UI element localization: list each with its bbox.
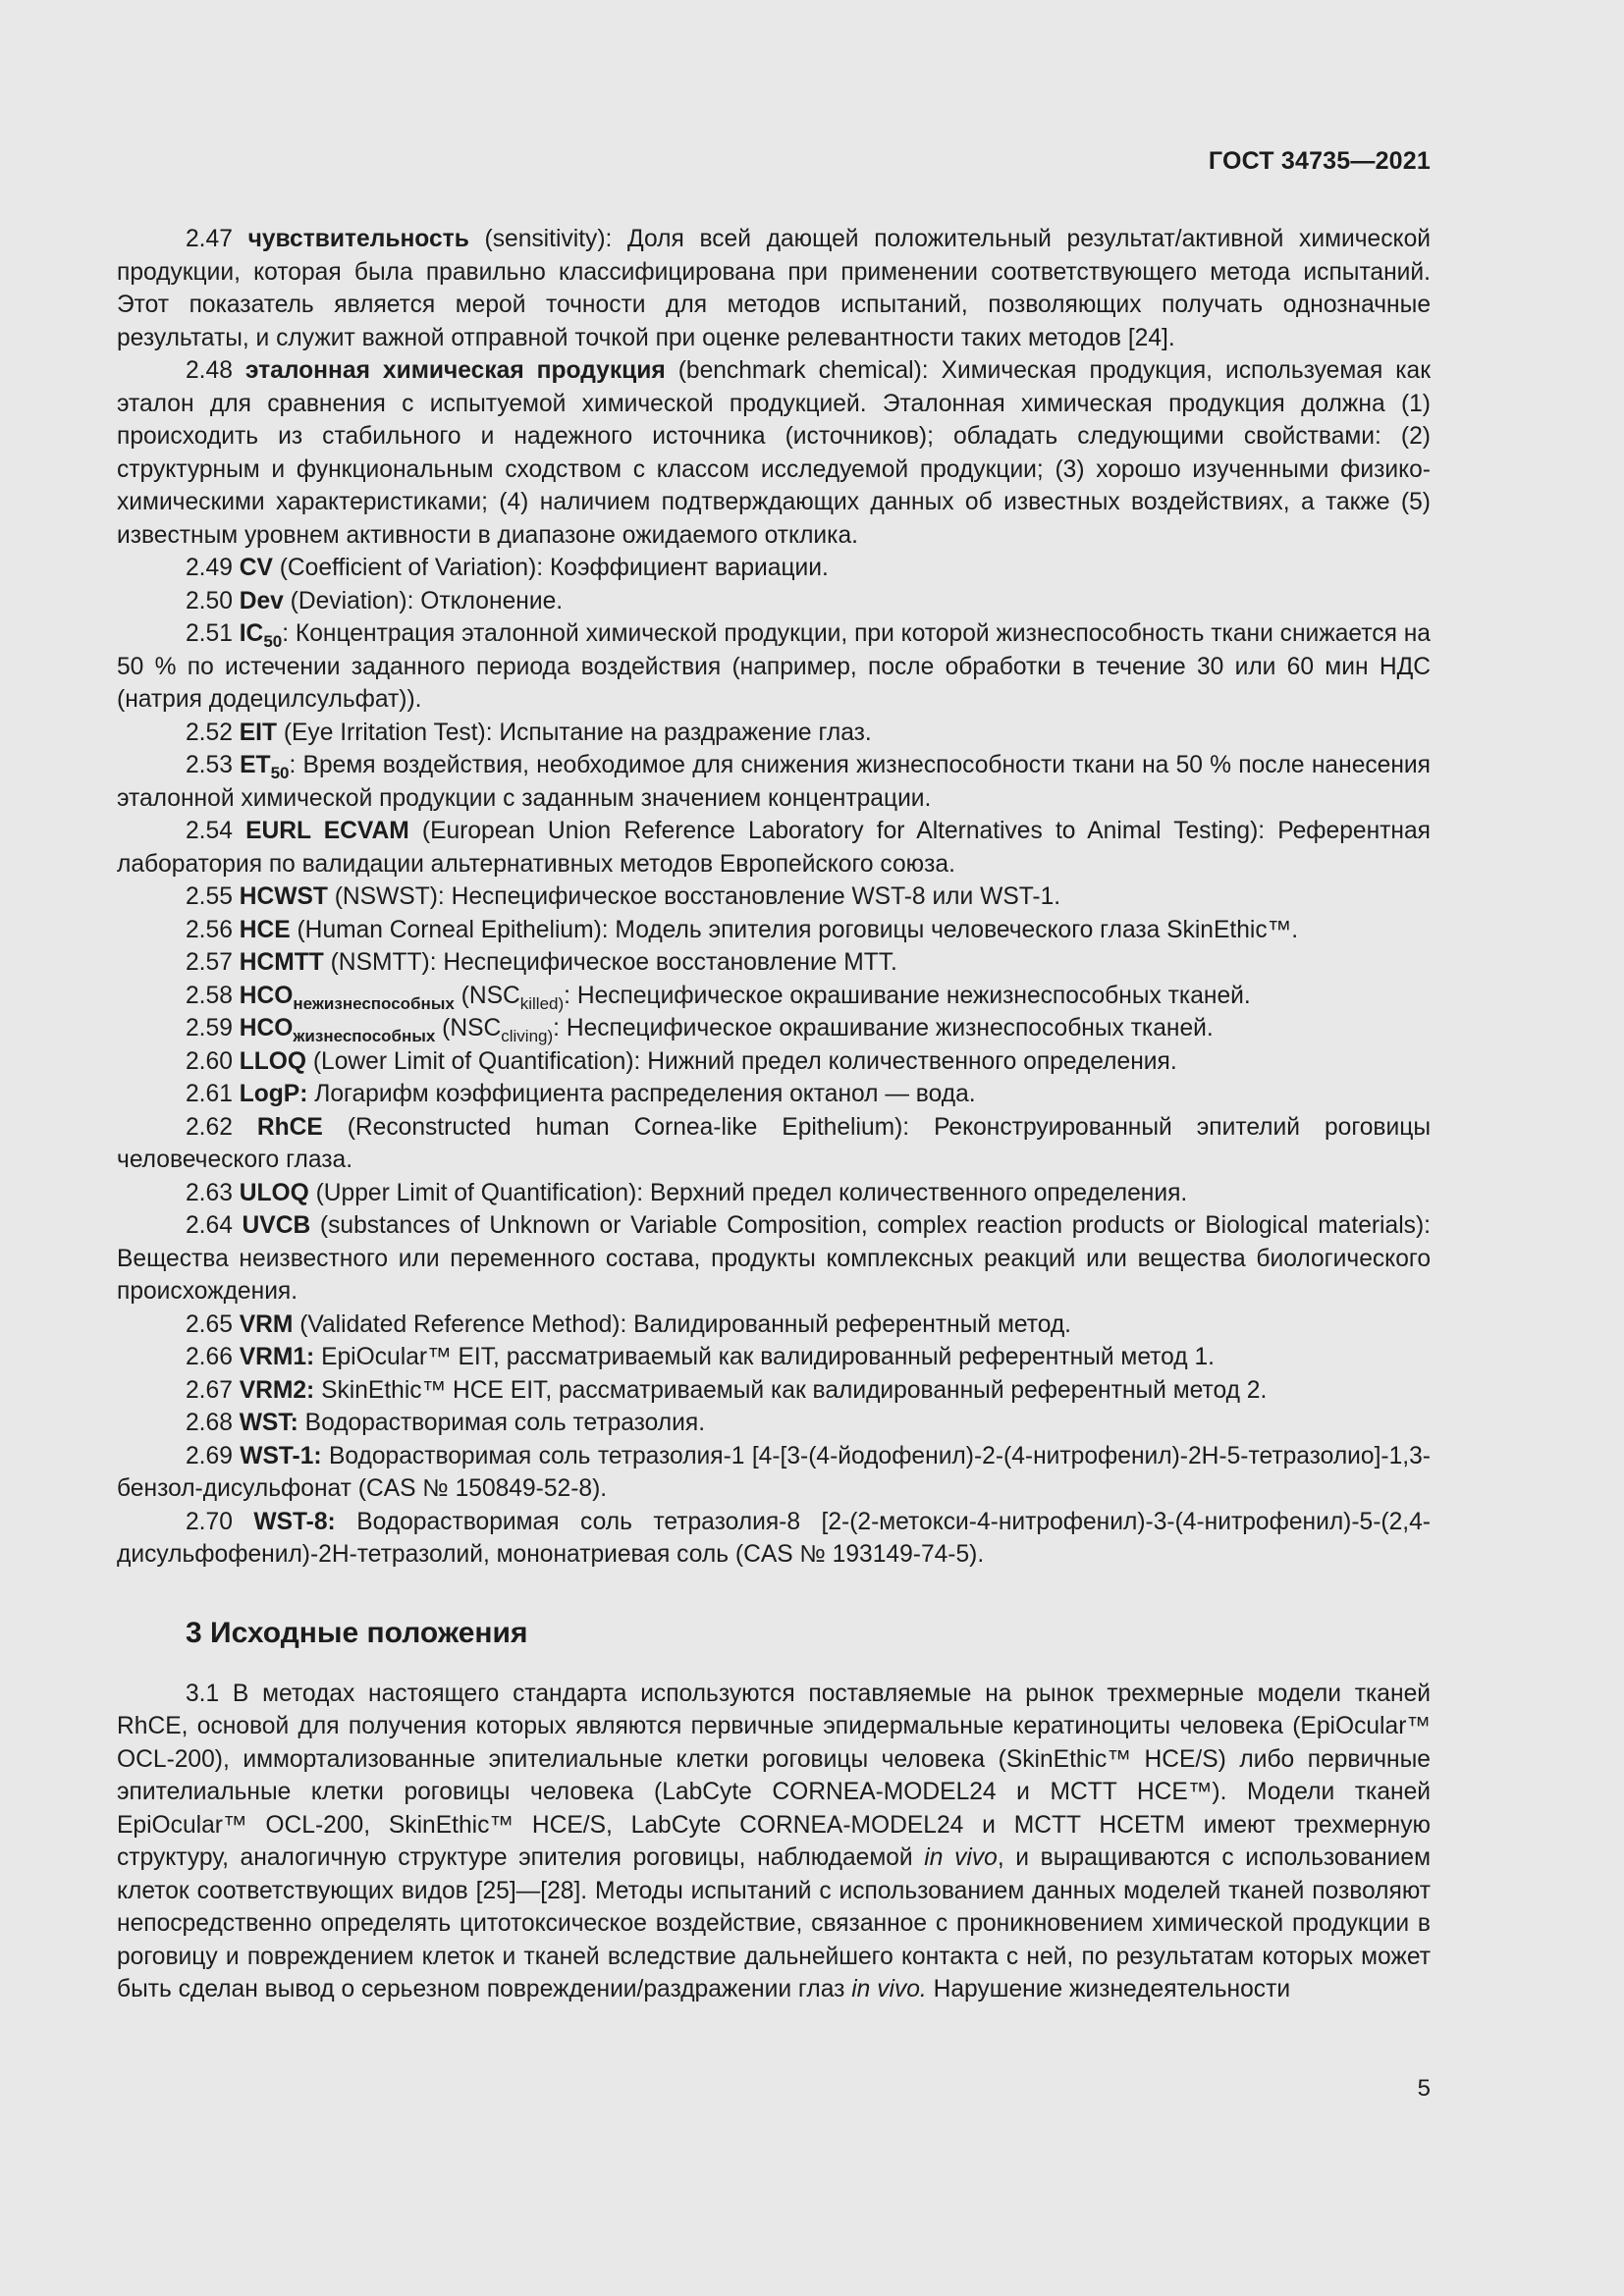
definition-term: VRM1: bbox=[239, 1344, 315, 1370]
definition-item bbox=[117, 1111, 1431, 1177]
definition-number: 2.64 bbox=[186, 1212, 233, 1239]
definition-item bbox=[117, 749, 1431, 815]
definition-item bbox=[117, 552, 1431, 585]
definition-term: HCWST bbox=[239, 883, 328, 910]
paragraph-italic-term: in vivo bbox=[924, 1844, 998, 1871]
section-title: 3 Исходные положения bbox=[186, 1616, 528, 1649]
definition-item bbox=[117, 1078, 1431, 1111]
definition-item bbox=[117, 1177, 1431, 1210]
definition-text: : Неспецифическое окрашивание жизнеспособных тканей. bbox=[553, 1015, 1214, 1041]
definition-text: EpiOcular™ EIT, рассматриваемый как валидированный референтный метод 1. bbox=[314, 1344, 1216, 1370]
page-content bbox=[117, 223, 1431, 2006]
definition-number: 2.60 bbox=[186, 1047, 233, 1075]
definition-item bbox=[117, 1506, 1431, 1572]
definition-number: 2.63 bbox=[186, 1179, 233, 1206]
definition-text: (Eye Irritation Test): Испытание на раздражение глаз. bbox=[276, 719, 872, 746]
definition-text: (European Union Reference Laboratory for Alternatives to Animal Testing): Референтная лаборатория по валидации альтернативных методов Европейского союза. bbox=[117, 818, 1432, 878]
definition-text: (Deviation): Отклонение. bbox=[283, 587, 564, 614]
definition-abbreviation-subscript: cliving) bbox=[501, 1027, 554, 1045]
definition-item bbox=[117, 1209, 1431, 1308]
definition-term: WST-8: bbox=[253, 1508, 336, 1535]
document-standard-code: ГОСТ 34735—2021 bbox=[1208, 147, 1431, 175]
definition-text: Водорастворимая соль тетразолия-8 [2-(2-метокси-4-нитрофенил)-3-(4-нитрофенил)-5-(2,4-дисульфофенил)-2Н-тетразолий, мононатриевая соль (CAS № 193149-74-5). bbox=[117, 1508, 1431, 1568]
definition-number: 2.51 bbox=[186, 620, 233, 647]
definition-term: HCE bbox=[239, 916, 291, 943]
definition-number: 2.57 bbox=[186, 949, 233, 976]
definition-abbreviation: (NSC bbox=[435, 1015, 502, 1041]
definition-item bbox=[117, 1407, 1431, 1440]
definition-term-subscript: жизнеспособных bbox=[293, 1027, 436, 1045]
definition-term: HCO bbox=[239, 1015, 294, 1041]
definition-text: SkinEthic™ HCE EIT, рассматриваемый как валидированный референтный метод 2. bbox=[314, 1376, 1268, 1404]
definition-number: 2.50 bbox=[186, 587, 233, 614]
definition-term: UVCB bbox=[242, 1212, 311, 1239]
definition-text: : Концентрация эталонной химической продукции, при которой жизнеспособность ткани снижается на 50 % по истечении заданного периода воздействия (например, после обработки в течение 30 или 60 мин НДС (натрия додецилсульфат)). bbox=[117, 620, 1431, 713]
definition-number: 2.68 bbox=[186, 1410, 233, 1436]
definition-term: ULOQ bbox=[239, 1179, 309, 1206]
definition-item bbox=[117, 815, 1431, 881]
definition-item bbox=[117, 914, 1431, 947]
definition-text: Водорастворимая соль тетразолия. bbox=[298, 1410, 706, 1436]
paragraph-text: Нарушение жизнедеятельности bbox=[926, 1976, 1291, 2002]
definition-item bbox=[117, 617, 1431, 717]
definition-item bbox=[117, 1045, 1431, 1079]
definition-term: HCO bbox=[239, 982, 294, 1009]
definition-term: WST-1: bbox=[240, 1442, 322, 1469]
definition-term: чувствительность bbox=[247, 226, 469, 252]
definition-term: Dev bbox=[239, 587, 284, 614]
page-number: 5 bbox=[1417, 2075, 1431, 2102]
definition-text: (Human Corneal Epithelium): Модель эпителия роговицы человеческого глаза SkinEthic™. bbox=[290, 916, 1299, 943]
paragraph-italic-term: in vivo. bbox=[851, 1976, 927, 2002]
definition-number: 2.61 bbox=[186, 1081, 233, 1107]
definition-term: CV bbox=[239, 555, 273, 581]
definition-text: (Upper Limit of Quantification): Верхний предел количественного определения. bbox=[308, 1179, 1188, 1206]
definition-term: LogP: bbox=[239, 1081, 308, 1107]
definition-term: эталонная химическая продукция bbox=[244, 357, 666, 384]
definition-number: 2.56 bbox=[186, 916, 233, 943]
definition-term: VRM2: bbox=[239, 1376, 315, 1404]
definition-item bbox=[117, 717, 1431, 750]
definition-item bbox=[117, 1308, 1431, 1342]
definition-abbreviation-subscript: killed) bbox=[519, 993, 565, 1013]
definition-item bbox=[117, 1341, 1431, 1374]
definition-item bbox=[117, 980, 1431, 1013]
definition-text: (Reconstructed human Cornea-like Epithelium): Реконструированный эпителий роговицы человеческого глаза. bbox=[117, 1113, 1431, 1173]
definition-term-subscript: 50 bbox=[270, 764, 290, 782]
definition-text: (NSWST): Неспецифическое восстановление WST-8 или WST-1. bbox=[327, 883, 1061, 910]
definition-number: 2.59 bbox=[186, 1015, 233, 1041]
definition-text: (benchmark chemical): Химическая продукция, используемая как эталон для сравнения с испытуемой химической продукцией. Эталонная химическая продукция должна (1) происходить из стабильного и надежного источника (источников); обладать следующими свойствами: (2) структурным и функциональным сходством с классом исследуемой продукции; (3) хорошо изученными физико-химическими характеристиками; (4) наличием подтверждающих данных об известных воздействиях, а также (5) известным уровнем активности в диапазоне ожидаемого отклика. bbox=[117, 357, 1431, 549]
definition-item bbox=[117, 1012, 1431, 1045]
definition-text: (Validated Reference Method): Валидированный референтный метод. bbox=[293, 1310, 1072, 1338]
definition-text: (substances of Unknown or Variable Composition, complex reaction products or Biological materials): Вещества неизвестного или переменного состава, продукты комплексных реакций или вещества биологического происхождения. bbox=[117, 1212, 1431, 1305]
definition-item bbox=[117, 354, 1431, 552]
definition-item bbox=[117, 1440, 1431, 1506]
definition-number: 2.66 bbox=[186, 1344, 233, 1370]
definition-number: 2.62 bbox=[186, 1113, 233, 1141]
definition-term: IC bbox=[239, 620, 264, 647]
definition-term-subscript: нежизнеспособных bbox=[293, 993, 455, 1013]
definition-number: 2.70 bbox=[186, 1508, 233, 1535]
definition-number: 2.54 bbox=[186, 818, 233, 844]
section-paragraph bbox=[117, 1678, 1431, 2006]
definition-item bbox=[117, 585, 1431, 618]
definition-number: 2.58 bbox=[186, 982, 233, 1009]
definition-item bbox=[117, 946, 1431, 980]
definition-text: (Coefficient of Variation): Коэффициент вариации. bbox=[272, 555, 829, 581]
definition-text: : Неспецифическое окрашивание нежизнеспособных тканей. bbox=[564, 982, 1251, 1009]
definitions-list bbox=[117, 223, 1431, 1572]
definition-number: 2.49 bbox=[186, 555, 233, 581]
definition-number: 2.55 bbox=[186, 883, 233, 910]
definition-term: LLOQ bbox=[239, 1047, 307, 1075]
definition-number: 2.69 bbox=[186, 1442, 233, 1469]
definition-text: Водорастворимая соль тетразолия-1 [4-[3-(4-йодофенил)-2-(4-нитрофенил)-2Н-5-тетразолио]-1,3-бензол-дисульфонат (CAS № 150849-52-8). bbox=[117, 1442, 1431, 1502]
definition-text: (NSMTT): Неспецифическое восстановление МТТ. bbox=[323, 949, 897, 976]
definition-term: RhCE bbox=[256, 1113, 323, 1141]
definition-term: EIT bbox=[239, 719, 277, 746]
definition-text: : Время воздействия, необходимое для снижения жизнеспособности ткани на 50 % после нанесения эталонной химической продукции с заданным значением концентрации. bbox=[117, 752, 1431, 812]
definition-number: 2.65 bbox=[186, 1310, 233, 1338]
definition-number: 2.67 bbox=[186, 1376, 233, 1404]
definition-term-subscript: 50 bbox=[263, 632, 283, 651]
paragraph-text: 3.1 В методах настоящего стандарта используются поставляемые на рынок трехмерные модели тканей RhCE, основой для получения которых являются первичные эпидермальные кератиноциты человека (EpiOcular™ OCL-200), иммортализованные эпителиальные клетки роговицы человека (SkinEthic™ HCE/S) либо первичные эпителиальные клетки роговицы человека (LabCyte CORNEA-MODEL24 и MCTT HCE™). Модели тканей EpiOcular™ OCL-200, SkinEthic™ HCE/S, LabCyte CORNEA-MODEL24 и MCTT HCETM имеют трехмерную структуру, аналогичную структуре эпителия роговицы, наблюдаемой bbox=[117, 1680, 1431, 1871]
definition-abbreviation: (NSC bbox=[454, 982, 520, 1009]
definition-term: ET bbox=[240, 752, 271, 778]
definition-text: (Lower Limit of Quantification): Нижний предел количественного определения. bbox=[306, 1047, 1177, 1075]
definition-number: 2.47 bbox=[186, 226, 233, 252]
definition-term: VRM bbox=[239, 1310, 294, 1338]
definition-number: 2.53 bbox=[186, 752, 233, 778]
definition-item bbox=[117, 223, 1431, 354]
paragraph-text: , и выращиваются с использованием клеток соответствующих видов [25]—[28]. Методы испытаний с использованием данных моделей тканей позволяют непосредственно определять цитотоксическое воздействие, связанное с проникновением химической продукции в роговицу и повреждением клеток и тканей вследствие дальнейшего контакта с ней, по результатам которых может быть сделан вывод о серьезном повреждении/раздражении глаз bbox=[117, 1844, 1431, 2002]
definition-text: (sensitivity): Доля всей дающей положительный результат/активной химической продукции, которая была правильно классифицирована при применении соответствующего метода испытаний. Этот показатель является мерой точности для методов испытаний, позволяющих получать однозначные результаты, и служит важной отправной точкой при оценке релевантности таких методов [24]. bbox=[117, 226, 1431, 351]
definition-item bbox=[117, 881, 1431, 914]
definition-term: HCMTT bbox=[239, 949, 324, 976]
definition-text: Логарифм коэффициента распределения октанол — вода. bbox=[307, 1081, 976, 1107]
definition-number: 2.48 bbox=[186, 357, 233, 384]
definition-item bbox=[117, 1374, 1431, 1408]
definition-term: EURL ECVAM bbox=[245, 818, 409, 844]
definition-term: WST: bbox=[239, 1410, 298, 1436]
definition-number: 2.52 bbox=[186, 719, 233, 746]
